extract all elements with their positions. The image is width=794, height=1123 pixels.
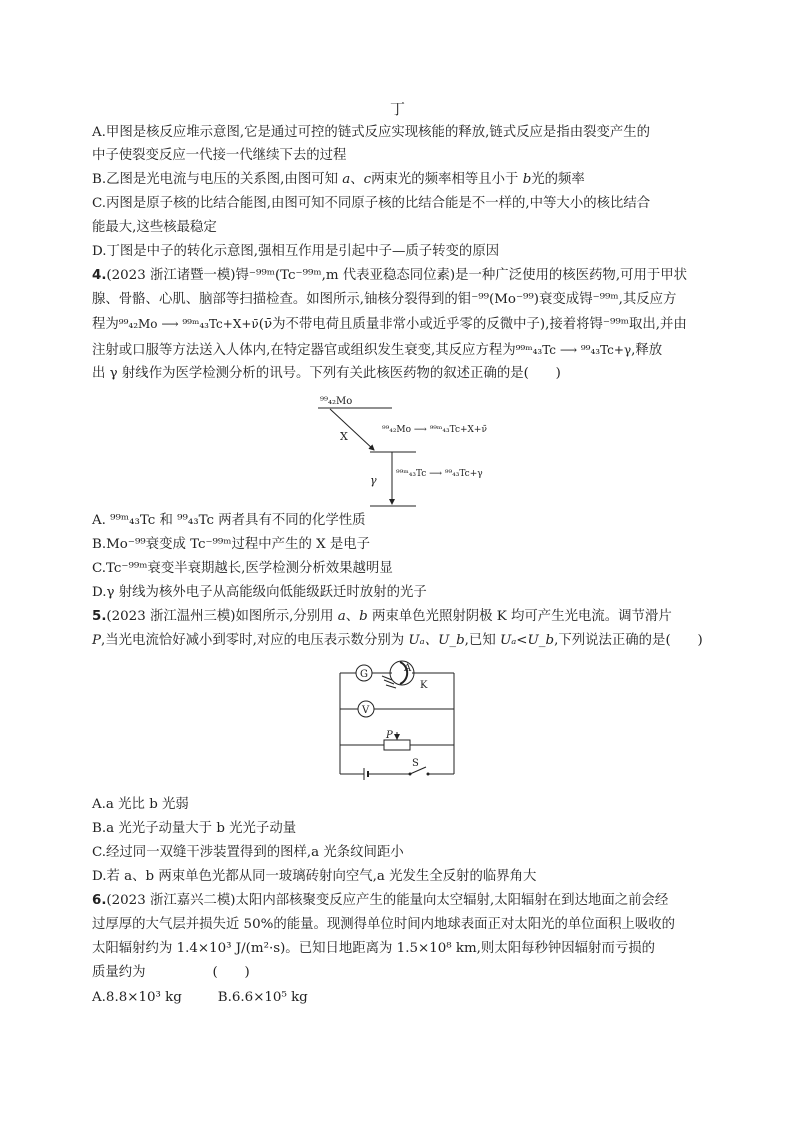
fig5-switch-contact	[427, 773, 430, 776]
q5-number: 5.	[92, 609, 107, 624]
q5-l1-b: b	[359, 609, 368, 624]
fig5-g-label: G	[360, 669, 368, 680]
q4-option-d: D.γ 射线为核外电子从高能级向低能级跃迁时放射的光子	[92, 585, 427, 600]
q5-stem-line2	[92, 631, 703, 651]
q6-stem-line3: 太阳辐射约为 1.4×10³ J/(m²·s)。已知日地距离为 1.5×10⁸ km,则太阳每秒钟因辐射而亏损的	[92, 941, 656, 956]
fig5-switch-pivot	[409, 773, 412, 776]
q4-stem-line3	[92, 314, 687, 335]
q3-option-c-line2: 能最大,这些核最稳定	[92, 220, 217, 235]
q6-stem-line1	[92, 891, 668, 911]
fig5-slider-arrow	[394, 734, 400, 740]
q3-b-b: b	[522, 172, 532, 187]
fig5-p-label: P	[386, 730, 393, 741]
q3-option-b	[92, 170, 585, 190]
q4-l4-equation: ⁹⁹ᵐ₄₃Tc ⟶ ⁹⁹₄₃Tc+γ	[515, 343, 632, 357]
q5-l2-known: ,已知	[464, 633, 500, 648]
q5-l2-ub: U_b	[438, 633, 465, 648]
q3-option-c-line1: C.丙图是原子核的比结合能图,由图可知不同原子核的比结合能是不一样的,中等大小的核比结合	[92, 196, 651, 211]
q5-option-b: B.a 光光子动量大于 b 光光子动量	[92, 821, 297, 836]
fig5-rheostat	[384, 740, 410, 750]
q4-option-b: B.Mo⁻⁹⁹衰变成 Tc⁻⁹⁹ᵐ过程中产生的 X 是电子	[92, 537, 371, 552]
q4-number: 4.	[92, 268, 107, 283]
q5-stem-line1	[92, 607, 672, 627]
q6-stem-line2: 过厚厚的大气层并损失近 50%的能量。现测得单位时间内地球表面正对太阳光的单位面积上吸收的	[92, 917, 676, 932]
q5-l2-p: P	[92, 633, 102, 648]
q6-l1-text: (2023 浙江嘉兴二模)太阳内部核聚变反应产生的能量向太空辐射,太阳辐射在到达地面之前会经	[106, 893, 669, 908]
q5-l2-cmp: Uₐ<U_b	[499, 633, 555, 648]
q5-l1-post: 两束单色光照射阴极 K 均可产生光电流。调节滑片	[367, 609, 672, 624]
q5-l1-pre: (2023 浙江温州三模)如图所示,分别用	[106, 609, 338, 624]
q3-option-d: D.丁图是中子的转化示意图,强相互作用是引起中子—质子转变的原因	[92, 244, 500, 259]
q5-option-a: A.a 光比 b 光弱	[92, 797, 189, 812]
q6-options-row	[92, 988, 308, 1008]
q6-option-a: A.8.8×10³ kg	[92, 990, 182, 1005]
q3-option-a-line2: 中子使裂变反应一代接一代继续下去的过程	[92, 148, 347, 163]
q4-option-c: C.Tc⁻⁹⁹ᵐ衰变半衰期越长,医学检测分析效果越明显	[92, 561, 393, 576]
q4-l3-equation: ⁹⁹₄₂Mo ⟶ ⁹⁹ᵐ₄₃Tc+X+ν̄	[118, 317, 259, 331]
q3-b-c: c	[363, 172, 372, 187]
q4-stem-line1	[92, 266, 687, 286]
fig5-k-label: K	[420, 680, 428, 691]
q6-option-b: B.6.6×10⁵ kg	[217, 990, 308, 1005]
q5-l1-a: a	[337, 609, 346, 624]
photoelectric-circuit-figure	[330, 656, 460, 780]
fig5-v-label: V	[362, 705, 370, 716]
figure-caption-ding: 丁	[390, 100, 406, 118]
q5-l2-mid: ,当光电流恰好减小到零时,对应的电压表示数分别为	[101, 633, 409, 648]
q5-l2-post: ,下列说法正确的是( )	[554, 633, 703, 648]
fig4-equation1: ⁹⁹₄₂Mo ⟶ ⁹⁹ᵐ₄₃Tc+X+ν̄	[382, 425, 487, 435]
q3-b-post: 光的频率	[531, 172, 585, 187]
q3-b-mid2: 两束光的频率相等且小于	[371, 172, 523, 187]
q4-l3-post: (ν̄为不带电荷且质量非常小或近乎零的反微中子),接着将锝⁻⁹⁹ᵐ取出,并由	[258, 317, 687, 332]
q3-option-a-line1: A.甲图是核反应堆示意图,它是通过可控的链式反应实现核能的释放,链式反应是指由裂变产生的	[92, 125, 651, 140]
q4-stem-line4	[92, 340, 662, 361]
fig4-beta-arrow	[330, 409, 374, 450]
q4-l4-post: ,释放	[631, 343, 663, 358]
q6-stem-line4: 质量约为 ( )	[92, 965, 250, 980]
q4-l1-text: (2023 浙江诸暨一模)锝⁻⁹⁹ᵐ(Tc⁻⁹⁹ᵐ,m 代表亚稳态同位素)是一种广泛使用的核医药物,可用于甲状	[106, 268, 688, 283]
q6-number: 6.	[92, 893, 107, 908]
q5-option-c: C.经过同一双缝干涉装置得到的图样,a 光条纹间距小	[92, 845, 404, 860]
q4-l4-pre: 注射或口服等方法送入人体内,在特定器官或组织发生衰变,其反应方程为	[92, 343, 516, 358]
fig4-equation2: ⁹⁹ᵐ₄₃Tc ⟶ ⁹⁹₄₃Tc+γ	[396, 469, 483, 479]
fig4-mo-label: ⁹⁹₄₂Mo	[320, 396, 353, 407]
q3-b-pre: B.乙图是光电流与电压的关系图,由图可知	[92, 172, 343, 187]
q5-option-d: D.若 a、b 两束单色光都从同一玻璃砖射向空气,a 光发生全反射的临界角大	[92, 869, 537, 884]
fig4-gamma-label: γ	[370, 474, 377, 487]
q3-b-mid1: 、	[350, 172, 364, 187]
fig5-a-label: A	[404, 663, 412, 674]
q4-stem-line5: 出 γ 射线作为医学检测分析的讯号。下列有关此核医药物的叙述正确的是( )	[92, 366, 561, 381]
q4-stem-line2: 腺、骨骼、心肌、脑部等扫描检查。如图所示,铀核分裂得到的钼⁻⁹⁹(Mo⁻⁹⁹)衰变成锝⁻⁹⁹ᵐ,其反应方	[92, 292, 677, 307]
fig4-x-label: X	[340, 430, 348, 443]
q5-l1-mid: 、	[345, 609, 360, 624]
q4-l3-pre: 程为	[92, 317, 119, 332]
q3-b-a: a	[342, 172, 351, 187]
decay-scheme-figure	[300, 390, 500, 512]
fig5-light-ray-2	[386, 685, 396, 688]
fig5-s-label: S	[412, 758, 419, 769]
q5-l2-ua: Uₐ、	[408, 633, 439, 648]
q4-option-a: A. ⁹⁹ᵐ₄₃Tc 和 ⁹⁹₄₃Tc 两者具有不同的化学性质	[92, 513, 366, 528]
